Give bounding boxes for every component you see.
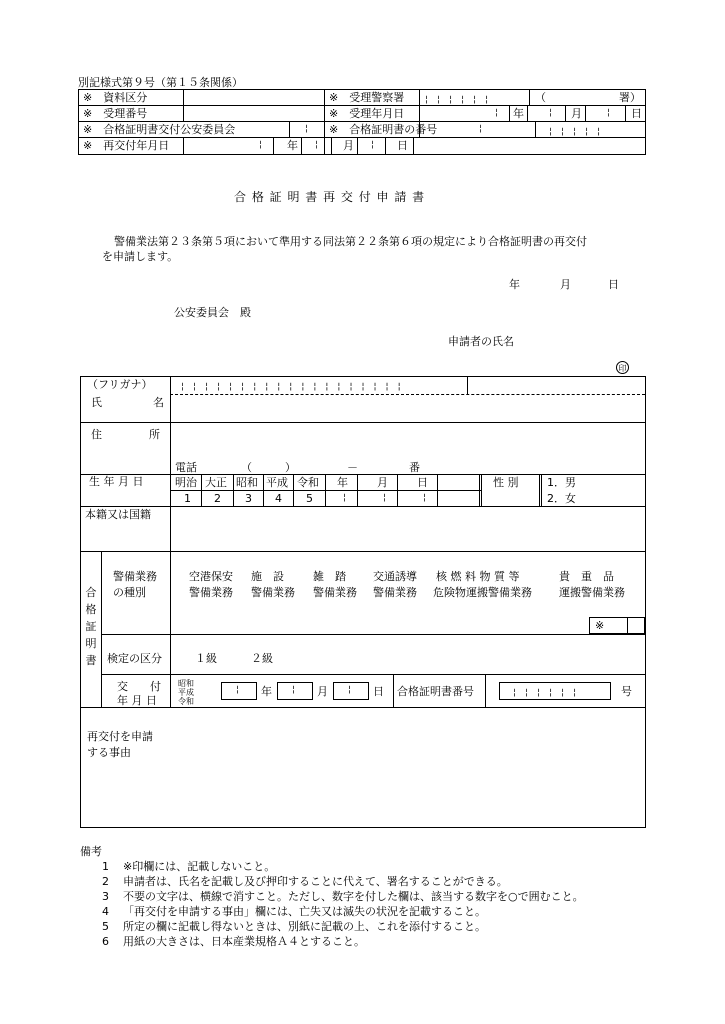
shimei-label-1: 氏 <box>91 396 102 409</box>
honseki-label: 本籍又は国籍 <box>85 508 151 521</box>
applicant-name-label: 申請者の氏名 <box>448 335 514 348</box>
era-heisei: 平成 <box>266 476 288 489</box>
juri-nengappi-label: ※ 受理年月日 <box>329 107 405 120</box>
note-item: 4 「再交付を申請する事由」欄には、亡失又は滅失の状況を記載すること。 <box>102 905 486 918</box>
juri-keisatsusho-label: ※ 受理警察署 <box>329 91 405 104</box>
note-item: 5 所定の欄に記載し得ないときは、別紙に記載の上、これを添付すること。 <box>102 920 486 933</box>
denwa-ban: 番 <box>409 461 420 474</box>
type-kuko-bottom: 警備業務 <box>189 586 233 599</box>
birth-hi: 日 <box>417 476 428 489</box>
type-zatto-top: 雑 踏 <box>313 570 346 583</box>
note-item: 2 申請者は、氏名を記載し及び押印することに代えて、署名することができる。 <box>102 875 508 888</box>
go-label: 号 <box>621 685 632 698</box>
era-small-heisei: 平成 <box>178 688 194 697</box>
seibetsu-label: 性 別 <box>493 476 519 489</box>
era-num-3: 3 <box>245 492 252 505</box>
date-tsuki: 月 <box>560 278 571 291</box>
denwa-paren-close: ） <box>285 461 296 474</box>
birth-tsuki: 月 <box>377 476 388 489</box>
notes-heading: 備考 <box>80 845 102 858</box>
date-nen: 年 <box>509 278 520 291</box>
juri-bango-label: ※ 受理番号 <box>83 107 148 120</box>
reception-table: ※ 資料区分 ※ 受理警察署 ¦ ¦ ¦ ¦ ¦ ¦ （ 署） ※ 受理番号 ※ 受理年月日 ¦ 年 ¦ 月 ¦ 日 ※ 合格証明書交付公安委員会 ¦ ※ 合格証明書の番号 ¦ ¦ ¦ ¦ ¦ ¦ ※ 再交付年月日 ¦ 年 ¦ 月 ¦ 日 <box>78 89 646 155</box>
saikofu-hi: 日 <box>397 139 408 152</box>
shubetsu-label-2: の種別 <box>113 586 146 599</box>
page-title: 合 格 証 明 書 再 交 付 申 請 書 <box>234 190 426 204</box>
era-small-reiwa: 令和 <box>178 697 194 706</box>
kentei-1kyu: １級 <box>195 652 217 665</box>
denwa-dash: － <box>347 461 358 474</box>
type-kakunenryo-top: 核 燃 料 物 質 等 <box>436 570 520 583</box>
form-id: 別記様式第９号（第１５条関係） <box>78 76 243 89</box>
kofu-tsuki: 月 <box>317 685 328 698</box>
furigana-label: （フリガナ） <box>87 378 153 391</box>
kome-mark: ※ <box>595 619 605 632</box>
era-reiwa: 令和 <box>297 476 319 489</box>
note-item: 3 不要の文字は、横線で消すこと。ただし、数字を付した欄は、該当する数字を○で囲むこと。 <box>102 890 584 903</box>
type-zatto-bottom: 警備業務 <box>313 586 357 599</box>
shomeisho-bango-label: 合格証明書番号 <box>397 685 474 698</box>
jiyu-label-1: 再交付を申請 <box>87 730 153 743</box>
shiryo-kubun-label: ※ 資料区分 <box>83 91 148 104</box>
seal-mark-icon: 印 <box>616 361 629 374</box>
sex-female: 2．女 <box>547 492 576 505</box>
era-num-1: 1 <box>184 492 191 505</box>
sho-label: 署） <box>619 91 641 104</box>
addressee: 公安委員会 殿 <box>174 306 251 319</box>
type-kakunenryo-bottom: 危険物運搬警備業務 <box>433 586 532 599</box>
birth-nen: 年 <box>337 476 348 489</box>
era-num-5: 5 <box>306 492 313 505</box>
type-kuko-top: 空港保安 <box>189 570 233 583</box>
seinengappi-label: 生 年 月 日 <box>89 475 144 488</box>
denwa-paren-open: （ <box>241 461 252 474</box>
saikofu-tsuki: 月 <box>343 139 354 152</box>
juri-nen: 年 <box>513 107 524 120</box>
jusho-label-2: 所 <box>149 428 160 441</box>
kofu-label-2: 年 月 日 <box>117 694 157 707</box>
sex-male: 1．男 <box>547 476 576 489</box>
date-hi: 日 <box>608 278 619 291</box>
era-showa: 昭和 <box>236 476 258 489</box>
type-shisetsu-top: 施 設 <box>251 570 284 583</box>
type-kotsu-top: 交通誘導 <box>373 570 417 583</box>
shubetsu-label-1: 警備業務 <box>113 570 157 583</box>
statement-line-2: を申請します。 <box>102 250 179 263</box>
kofu-hi: 日 <box>373 685 384 698</box>
era-num-4: 4 <box>275 492 282 505</box>
gokaku-shomeisho-label: 合格証明書 <box>85 586 97 667</box>
kofu-iinkai-label: ※ 合格証明書交付公安委員会 <box>83 123 236 136</box>
jiyu-label-2: する事由 <box>87 746 131 759</box>
application-table: （フリガナ） ¦ ¦ ¦ ¦ ¦ ¦ ¦ ¦ ¦ ¦ ¦ ¦ ¦ ¦ ¦ ¦ ¦ ¦ ¦ 氏 名 住 所 電話 （ ） － 番 生 年 月 日 明治 大正 昭和 平成 令和 年 月 日 1 2 3 4 5 ¦ ¦ ¦ 性 別 1．男 2．女 本籍又は国籍 合格証明書 警備業務 の種別 空港保安 警備業務 施 設 警備業務 雑 踏 警備業務 交通誘導 警備業務 核 燃 料 物 質 等 危険物運搬警備業務 貴 重 品 運搬警備業務 ※ 検定の区分 １級 ２級 交 付 年 月 日 昭和 平成 令和 ¦ 年 ¦ 月 ¦ 日 合格証明書番号 ¦ ¦ ¦ ¦ ¦ ¦ 号 再交付を申請 する事由 <box>80 376 646 828</box>
saikofu-nen: 年 <box>287 139 298 152</box>
juri-tsuki: 月 <box>571 107 582 120</box>
kentei-2kyu: ２級 <box>251 652 273 665</box>
kofu-nen: 年 <box>261 685 272 698</box>
era-num-2: 2 <box>214 492 221 505</box>
sho-open: （ <box>535 91 546 104</box>
denwa-label: 電話 <box>175 461 197 474</box>
type-kichohin-top: 貴 重 品 <box>559 570 614 583</box>
era-taisho: 大正 <box>205 476 227 489</box>
saikofu-label: ※ 再交付年月日 <box>83 139 170 152</box>
era-meiji: 明治 <box>175 476 197 489</box>
type-shisetsu-bottom: 警備業務 <box>251 586 295 599</box>
shomeisho-bango-label: ※ 合格証明書の番号 <box>329 123 438 136</box>
note-item: 1 ※印欄には、記載しないこと。 <box>102 860 276 873</box>
juri-hi: 日 <box>631 107 642 120</box>
kentei-label: 検定の区分 <box>107 652 162 665</box>
type-kotsu-bottom: 警備業務 <box>373 586 417 599</box>
shimei-label-2: 名 <box>153 396 164 409</box>
note-item: 6 用紙の大きさは、日本産業規格Ａ４とすること。 <box>102 935 365 948</box>
era-small-showa: 昭和 <box>178 679 194 688</box>
type-kichohin-bottom: 運搬警備業務 <box>559 586 625 599</box>
statement-line-1: 警備業法第２３条第５項において準用する同法第２２条第６項の規定により合格証明書の再交付 <box>114 235 587 248</box>
jusho-label-1: 住 <box>91 428 102 441</box>
kofu-label-1: 交 付 <box>117 680 161 693</box>
